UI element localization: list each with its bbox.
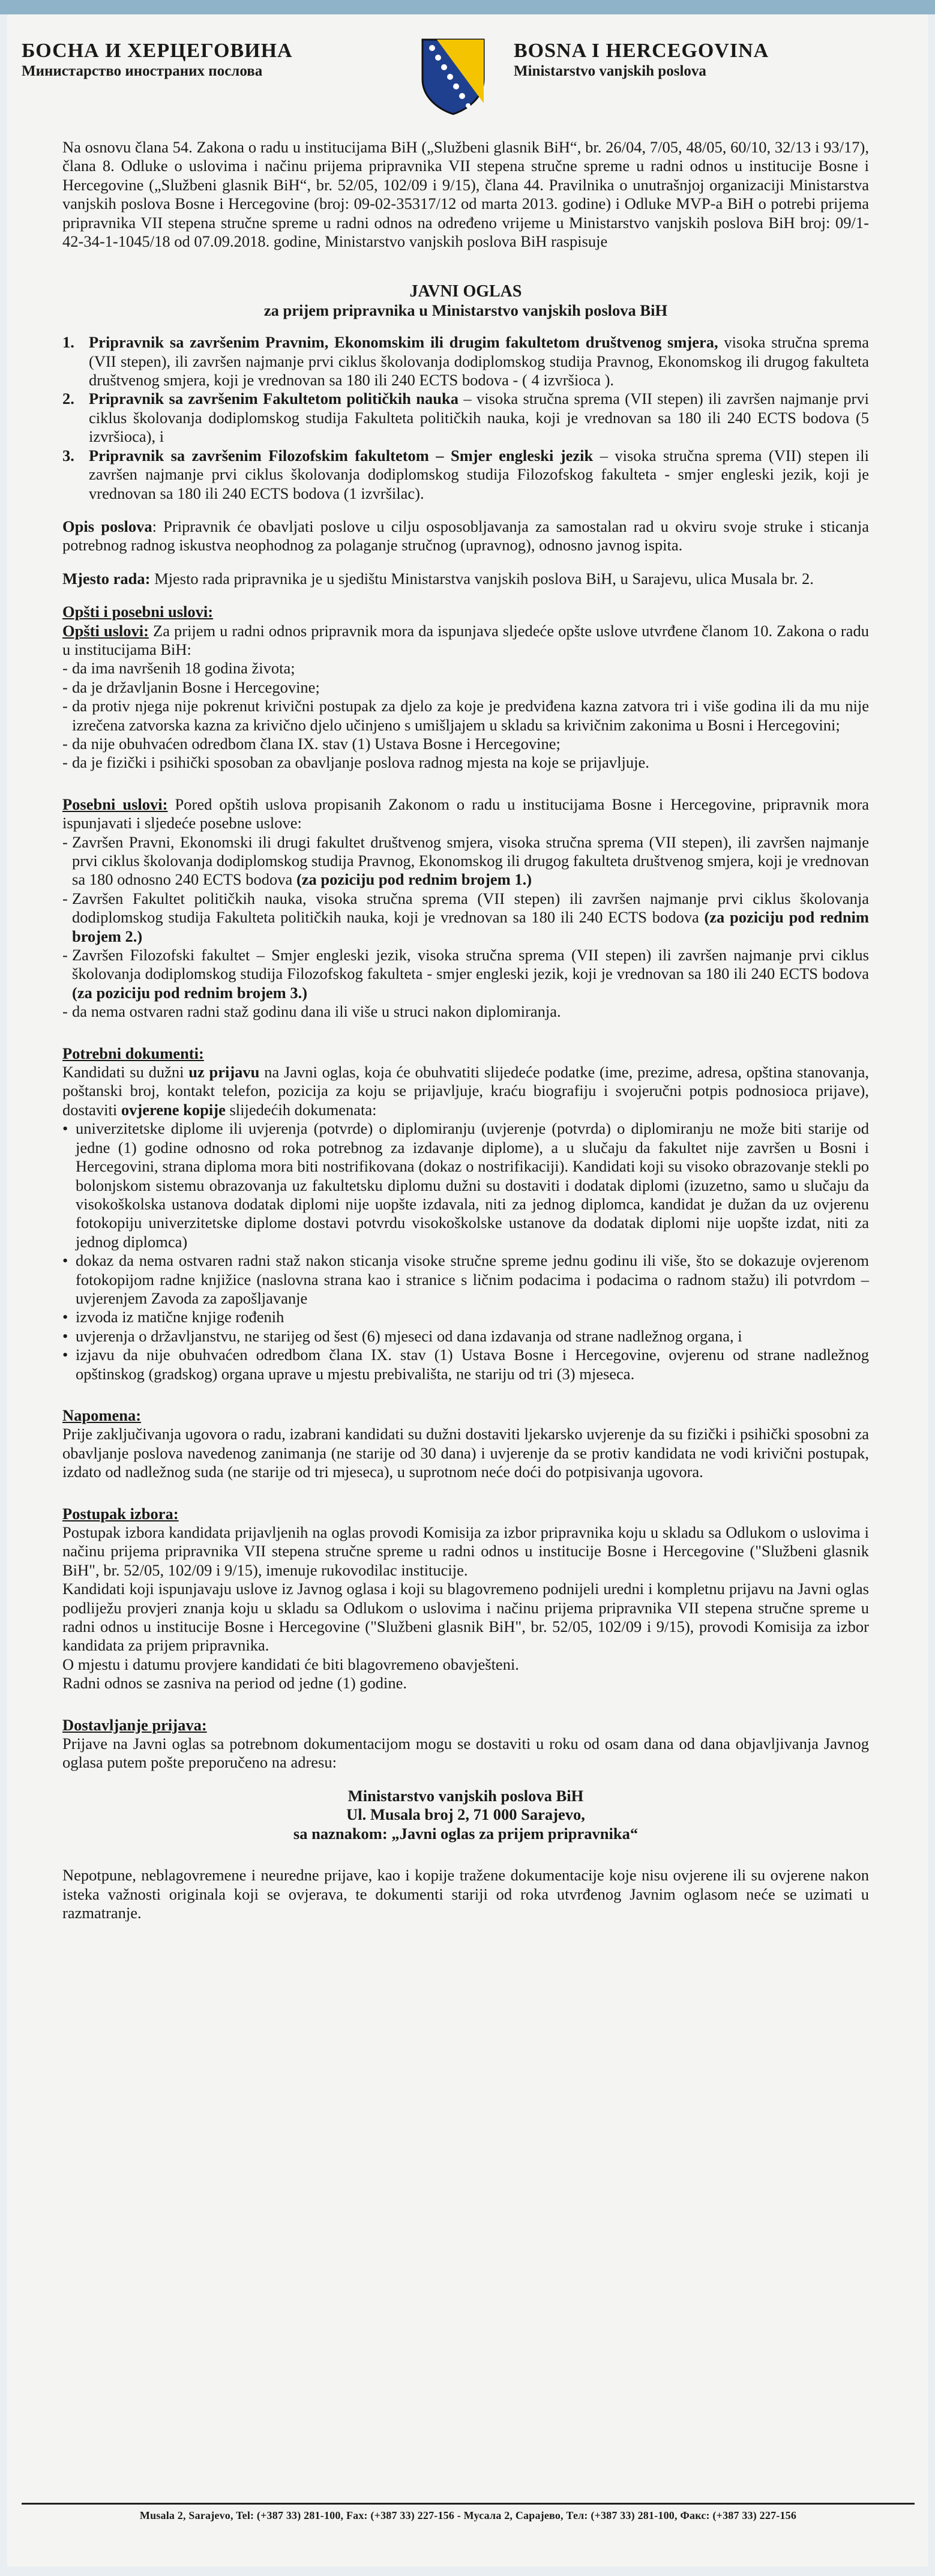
position-text: – visoka stručna sprema (VII stepen) ili završen najmanje prvi ciklus školovanja dodiplomskog studija Fakulteta političkih nauka, koji je vrednovan sa 180 ili 240 ECTS bodova (5 izvršioca), i [89, 390, 869, 446]
closing-note: Nepotpune, neblagovremene i neuredne prijave, kao i kopije tražene dokumentacije koje nisu ovjerene ili su ovjerene nakon isteka važnosti originala koji se ovjerava, te dokumenti stariji od roka utvrđenog Javnim oglasom neće se uzimati u razmatranje. [62, 1866, 869, 1922]
list-item: - da nije obuhvaćen odredbom člana IX. stav (1) Ustava Bosne i Hercegovine; [62, 735, 869, 753]
note-text: Prije zaključivanja ugovora o radu, izabrani kandidati su dužni dostaviti ljekarsko uvjerenje da su fizički i psihički sposobni za obavljanje poslova navedenog zanimanja (ne starije od 30 dana) i uvjerenje da se protiv kandidata ne vodi krivični postupak, izdato od nadležnog suda (ne starije od tri mjeseca), u suprotnom neće doći do potpisivanja ugovora. [62, 1425, 869, 1481]
position-number: 1. [62, 333, 74, 352]
submission-heading: Dostavljanje prijava: [62, 1715, 207, 1734]
positions-list [62, 333, 869, 503]
header-country-latin: BOSNA I HERCEGOVINA [514, 40, 769, 62]
selection-paragraph: O mjestu i datumu provjere kandidati će biti blagovremeno obavješteni. [62, 1655, 519, 1673]
position-text: – visoka stručna sprema (VII) stepen ili završen najmanje prvi ciklus školovanja dodiplomskog studija Filozofskog fakulteta - smjer engleski jezik, koji je vrednovan sa 180 ili 240 ECTS bodova (1 izvršilac). [89, 446, 869, 502]
announcement-title: JAVNI OGLAS [409, 282, 522, 301]
list-item-text: Završen Pravni, Ekonomski ili drugi fakultet društvenog smjera, visoka stručna sprema (VII stepen), ili završen najmanje prvi ciklus školovanja dodiplomskog studija Pravnog, Ekonomskog ili drugog fakulteta društvenog smjera, koji je vrednovan sa 180 odnosno 240 ECTS bodova [72, 832, 869, 889]
general-conditions [62, 622, 869, 660]
list-item: • izjavu da nije obuhvaćen odredbom člana IX. stav (1) Ustava Bosne i Hercegovine, ovjerenu od strane nadležnog opštinskog (gradskog) organa uprave u mjestu prebivališta, ne stariju od tri (3) mjeseca. [62, 1346, 869, 1383]
documents-intro-bold: ovjerene kopije [121, 1100, 226, 1119]
list-item-text: Završen Filozofski fakultet – Smjer engleski jezik, visoka stručna sprema (VII stepen) ili završen najmanje prvi ciklus školovanja dodiplomskog studija Filozofskog fakulteta - smjer engleski jezik, koji je vrednovan sa 180 ili 240 ECTS bodova [72, 946, 869, 983]
documents-intro-bold: uz prijavu [188, 1063, 260, 1082]
list-item: • uvjerenja o državljanstvu, ne starijeg od šest (6) mjeseci od dana izdavanja od strane nadležnog organa, i [62, 1327, 869, 1346]
address-line: Ministarstvo vanjskih poslova BiH [347, 1786, 584, 1805]
documents-intro-text: Kandidati su dužni [62, 1063, 189, 1082]
selection-paragraph: Kandidati koji ispunjavaju uslove iz Javnog oglasa i koji su blagovremeno podnijeli uredni i kompletnu prijavu na Javni oglas podliježu provjeri znanja koju u skladu sa Odlukom o uslovima i načinu prijema pripravnika VII stepena stručne spreme u radni odnos u institucije Bosne i Hercegovine ("Službeni glasnik BiH", br. 52/05, 102/09 i 9/15), provodi Komisija za izbor kandidata za prijem pripravnika. [62, 1580, 869, 1655]
coat-of-arms-icon [420, 37, 486, 115]
list-item [62, 889, 869, 946]
list-item-text: Završen Fakultet političkih nauka, visoka stručna sprema (VII stepen) ili završen najmanje prvi ciklus školovanja dodiplomskog studija Fakulteta političkih nauka, koji je vrednovan sa 180 ili 240 ECTS bodova [72, 889, 869, 927]
address-line: Ul. Musala broj 2, 71 000 Sarajevo, [346, 1805, 585, 1824]
list-item: - da ima navršenih 18 godina života; [62, 659, 869, 678]
announcement-body [62, 138, 869, 1922]
header-ministry-cyrillic: Министарство иностраних послова [22, 63, 263, 79]
work-location-label: Mjesto rada: [62, 569, 151, 588]
position-item [62, 333, 869, 390]
special-conditions-label: Posebni uslovi: [62, 795, 168, 813]
list-item: • izvoda iz matične knjige rođenih [62, 1308, 869, 1326]
selection-heading: Postupak izbora: [62, 1504, 179, 1523]
documents-list [62, 1119, 869, 1383]
note-heading: Napomena: [62, 1406, 142, 1424]
documents-heading: Potrebni dokumenti: [62, 1044, 204, 1062]
list-item: • univerzitetske diplome ili uvjerenja (potvrde) o diplomiranju (uvjerenje (potvrda) o diplomiranju ne može biti starije od jedne (1) godine odnosno od roka potrebnog za izdavanje diplome), a u slučaju da fakultet nije završen u Bosni i Hercegovini, strana diploma mora biti nostrifikovana (dokaz o nostrifikaciji). Kandidati koji su visoko obrazovanje stekli po bolonjskom sistemu obrazovanja uz fakultetsku diplomu dužni su dostaviti i dodatak diplomi (izuzetno, samo u slučaju da visokoškolska ustanova dodatak diplomi nije uopšte izdavala, niti za jednog diplomca, kandidat je dužan da uz ovjerenu fotokopiju univerzitetske diplome dostavi potvrdu visokoškolske ustanove da dodatak diplomi nije uopšte izdat, niti za jednog diplomca) [62, 1119, 869, 1251]
special-conditions-list [62, 833, 869, 1022]
header-right [514, 40, 898, 80]
position-title: Pripravnik sa završenim Pravnim, Ekonomskim ili drugim fakultetom društvenog smjera, [89, 333, 718, 352]
announcement-subtitle: za prijem pripravnika u Ministarstvo vanjskih poslova BiH [263, 301, 668, 319]
list-item-position-ref: (za poziciju pod rednim brojem 1.) [296, 870, 532, 889]
documents-intro [62, 1063, 869, 1119]
list-item-text: da nema ostvaren radni staž godinu dana ili više u struci nakon diplomiranja. [72, 1002, 561, 1021]
general-conditions-list [62, 659, 869, 772]
list-item: • dokaz da nema ostvaren radni staž nakon sticanja visoke stručne spreme jednu godinu ili više, što se dokazuje ovjerenom fotokopijom radne knjižice (naslovna strana kao i stranice s ličnim podacima i podacima o radnom stažu) ili potvrdom – uvjerenjem Zavoda za zapošljavanje [62, 1251, 869, 1308]
position-number: 2. [62, 390, 74, 408]
footer-contact: Musala 2, Sarajevo, Tel: (+387 33) 281-100, Fax: (+387 33) 227-156 - Мусала 2, Сарајево, Тел: (+387 33) 281-100, Факс: (+387 33) 227-156 [22, 2503, 915, 2522]
work-location [62, 570, 869, 588]
general-conditions-text: Za prijem u radni odnos pripravnik mora da ispunjava sljedeće opšte uslove utvrđene članom 10. Zakona o radu u institucijama BiH: [62, 621, 870, 658]
special-conditions [62, 795, 869, 833]
job-description-label: Opis poslova [62, 517, 152, 535]
general-conditions-label: Opšti uslovi: [62, 621, 149, 640]
selection-paragraph: Postupak izbora kandidata prijavljenih na oglas provodi Komisija za izbor pripravnika koju u skladu sa Odlukom o uslovima i načinu prijema pripravnika VII stepena stručne spreme u radni odnos u institucije Bosne i Hercegovine ("Službeni glasnik BiH", br. 52/05, 102/09 i 9/15), imenuje rukovodilac institucije. [62, 1523, 869, 1579]
address-line: sa naznakom: „Javni oglas za prijem pripravnika“ [293, 1824, 639, 1843]
header-ministry-latin: Ministarstvo vanjskih poslova [514, 63, 706, 79]
list-item: - da je fizički i psihički sposoban za obavljanje poslova radnog mjesta na koje se prijavljuje. [62, 753, 869, 772]
list-item [62, 833, 869, 889]
list-item [62, 1002, 869, 1021]
header-left [22, 40, 406, 80]
special-conditions-text: Pored opštih uslova propisanih Zakonom o radu u institucijama Bosne i Hercegovine, pripravnik mora ispunjavati i sljedeće posebne uslove: [62, 795, 870, 832]
position-title: Pripravnik sa završenim Filozofskim fakultetom – Smjer engleski jezik [89, 446, 594, 465]
list-item-position-ref: (za poziciju pod rednim brojem 2.) [72, 908, 869, 945]
position-item [62, 447, 869, 503]
intro-paragraph: Na osnovu člana 54. Zakona o radu u institucijama BiH („Službeni glasnik BiH“, br. 26/04, 7/05, 48/05, 60/10, 32/13 i 93/17), člana 8. Odluke o uslovima i načinu prijema pripravnika VII stepena stručne spreme u radni odnos u institucije Bosne i Hercegovine („Službeni glasnik BiH“, br. 52/05, 102/09 i 9/15), člana 44. Pravilnika o unutrašnjoj organizaciji Ministarstva vanjskih poslova Bosne i Hercegovine (broj: 09-02-35317/12 od marta 2013. godine) i Odluke MVP-a BiH o potrebi prijema pripravnika VII stepena stručne spreme u radni odnos na određeno vrijeme u Ministarstvo vanjskih poslova BiH broj: 09/1-42-34-1-1045/18 od 07.09.2018. godine, Ministarstvo vanjskih poslova BiH raspisuje [62, 138, 869, 251]
job-description-text: : Pripravnik će obavljati poslove u cilju osposobljavanja za samostalan rad u okviru svoje struke i sticanja potrebnog radnog iskustva neophodnog za polaganje stručnog (upravnog), odnosno javnog ispita. [62, 517, 869, 555]
job-description [62, 517, 869, 555]
submission-text: Prijave na Javni oglas sa potrebnom dokumentacijom mogu se dostaviti u roku od osam dana od dana objavljivanja Javnog oglasa putem pošte preporučeno na adresu: [62, 1735, 869, 1772]
work-location-text: Mjesto rada pripravnika je u sjedištu Ministarstva vanjskih poslova BiH, u Sarajevu, ulica Musala br. 2. [150, 569, 814, 588]
header-country-cyrillic: БОСНА И ХЕРЦЕГОВИНА [22, 40, 293, 62]
documents-intro-text: na Javni oglas, koja će obuhvatiti slijedeće podatke (ime, prezime, adresa, opština stanovanja, poštanski broj, kontakt telefon, pozicija za koju se prijavljuje, kraću biografiju i svojeručni potpis podnosioca prijave), dostaviti [62, 1063, 870, 1119]
list-item: - da protiv njega nije pokrenut krivični postupak za djelo za koje je predviđena kazna zatvora tri i više godina ili da mu nije izrečena zatvorska kazna za krivično djelo učinjeno s umišljajem u skladu sa krivičnim zakonima u Bosni i Hercegovini; [62, 697, 869, 735]
list-item [62, 946, 869, 1002]
list-item: - da je državljanin Bosne i Hercegovine; [62, 678, 869, 697]
conditions-heading: Opšti i posebni uslovi: [62, 603, 214, 621]
top-strip [0, 0, 935, 14]
documents-intro-text: slijedećih dokumenata: [225, 1100, 377, 1119]
list-item-position-ref: (za poziciju pod rednim brojem 3.) [72, 983, 308, 1002]
position-item [62, 390, 869, 446]
selection-paragraph: Radni odnos se zasniva na period od jedne (1) godine. [62, 1674, 407, 1693]
position-text: visoka stručna sprema (VII stepen), ili završen najmanje prvi ciklus školovanja dodiplomskog studija Pravnog, Ekonomskog ili drugog fakulteta društvenog smjera, koji je vrednovan sa 180 ili 240 ECTS bodova - ( 4 izvršioca ). [89, 333, 869, 390]
position-title: Pripravnik sa završenim Fakultetom političkih nauka [89, 390, 458, 408]
position-number: 3. [62, 446, 74, 465]
